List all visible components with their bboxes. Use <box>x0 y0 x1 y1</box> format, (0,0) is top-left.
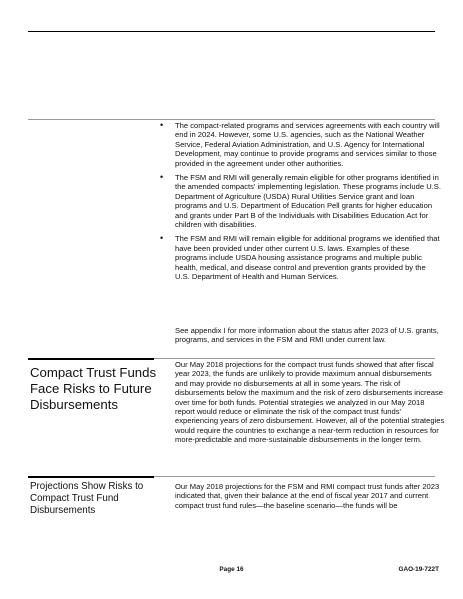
appendix-reference: See appendix I for more information about the status after 2023 of U.S. grants, programs, and services in the FSM and RMI under current law. <box>175 326 439 345</box>
bullet-text: The FSM and RMI will generally remain eligible for other programs identified in the amended compacts' implementing legislation. These programs include U.S. Department of Agriculture (USDA) Rural Utilities Service grant and loan programs and U.S. Department of Education Pell grants for higher education and grants under Part B of the Individuals with Disabilities Education Act for children with disabilities. <box>175 173 441 230</box>
top-rule <box>28 31 435 32</box>
section-heading-trust-funds: Compact Trust Funds Face Risks to Future Disbursements <box>30 365 157 412</box>
subsection-heading-projections: Projections Show Risks to Compact Trust Fund Disbursements <box>30 481 144 516</box>
subsection-rule-heavy <box>28 476 154 478</box>
bullet-item <box>159 173 442 229</box>
page-number: Page 16 <box>219 566 244 573</box>
bullet-text: The compact-related programs and services agreements with each country will end in 2024. However, some U.S. agencies, such as the National Weather Service, Federal Aviation Administration, and U.S. Agency for International Development, may continue to provide programs and services similar to those provided in the agreement under other authorities. <box>175 121 440 168</box>
bullet-icon: • <box>160 233 164 244</box>
bullet-icon: • <box>160 120 164 130</box>
section-rule-heavy <box>28 358 154 360</box>
bullet-item <box>159 121 442 168</box>
subsection-body-projections: Our May 2018 projections for the FSM and RMI compact trust funds after 2023 indicated that, given their balance at the end of fiscal year 2017 and current compact trust fund rules—the baseline scenario—the funds will be <box>175 482 440 510</box>
bullet-text: The FSM and RMI will remain eligible for additional programs we identified that have been provided under other current U.S. laws. Examples of these programs include USDA housing assistance programs and multiple public health, medical, and disease control and prevention grants provided by the U.S. Department of Health and Human Services. <box>175 234 440 282</box>
bullets-rule <box>28 119 435 120</box>
report-id: GAO-19-722T <box>398 566 439 573</box>
bullet-icon: • <box>160 172 164 183</box>
section-body-trust-funds: Our May 2018 projections for the compact trust funds showed that after fiscal year 2023, the funds are unlikely to provide maximum annual disbursements and may provide no disbursements at all in some years. The risk of disbursements below the maximum and the risk of zero disbursements increase over time for both funds. Potential strategies we analyzed in our May 2018 report would reduce or eliminate the risk of the compact trust funds' experiencing years of zero disbursement. However, all of the potential strategies would require the countries to exchange a near-term reduction in resources for more-predictable and more-sustainable disbursements in the longer term. <box>175 360 445 445</box>
bullet-list <box>159 121 442 287</box>
bullet-item <box>159 234 442 281</box>
